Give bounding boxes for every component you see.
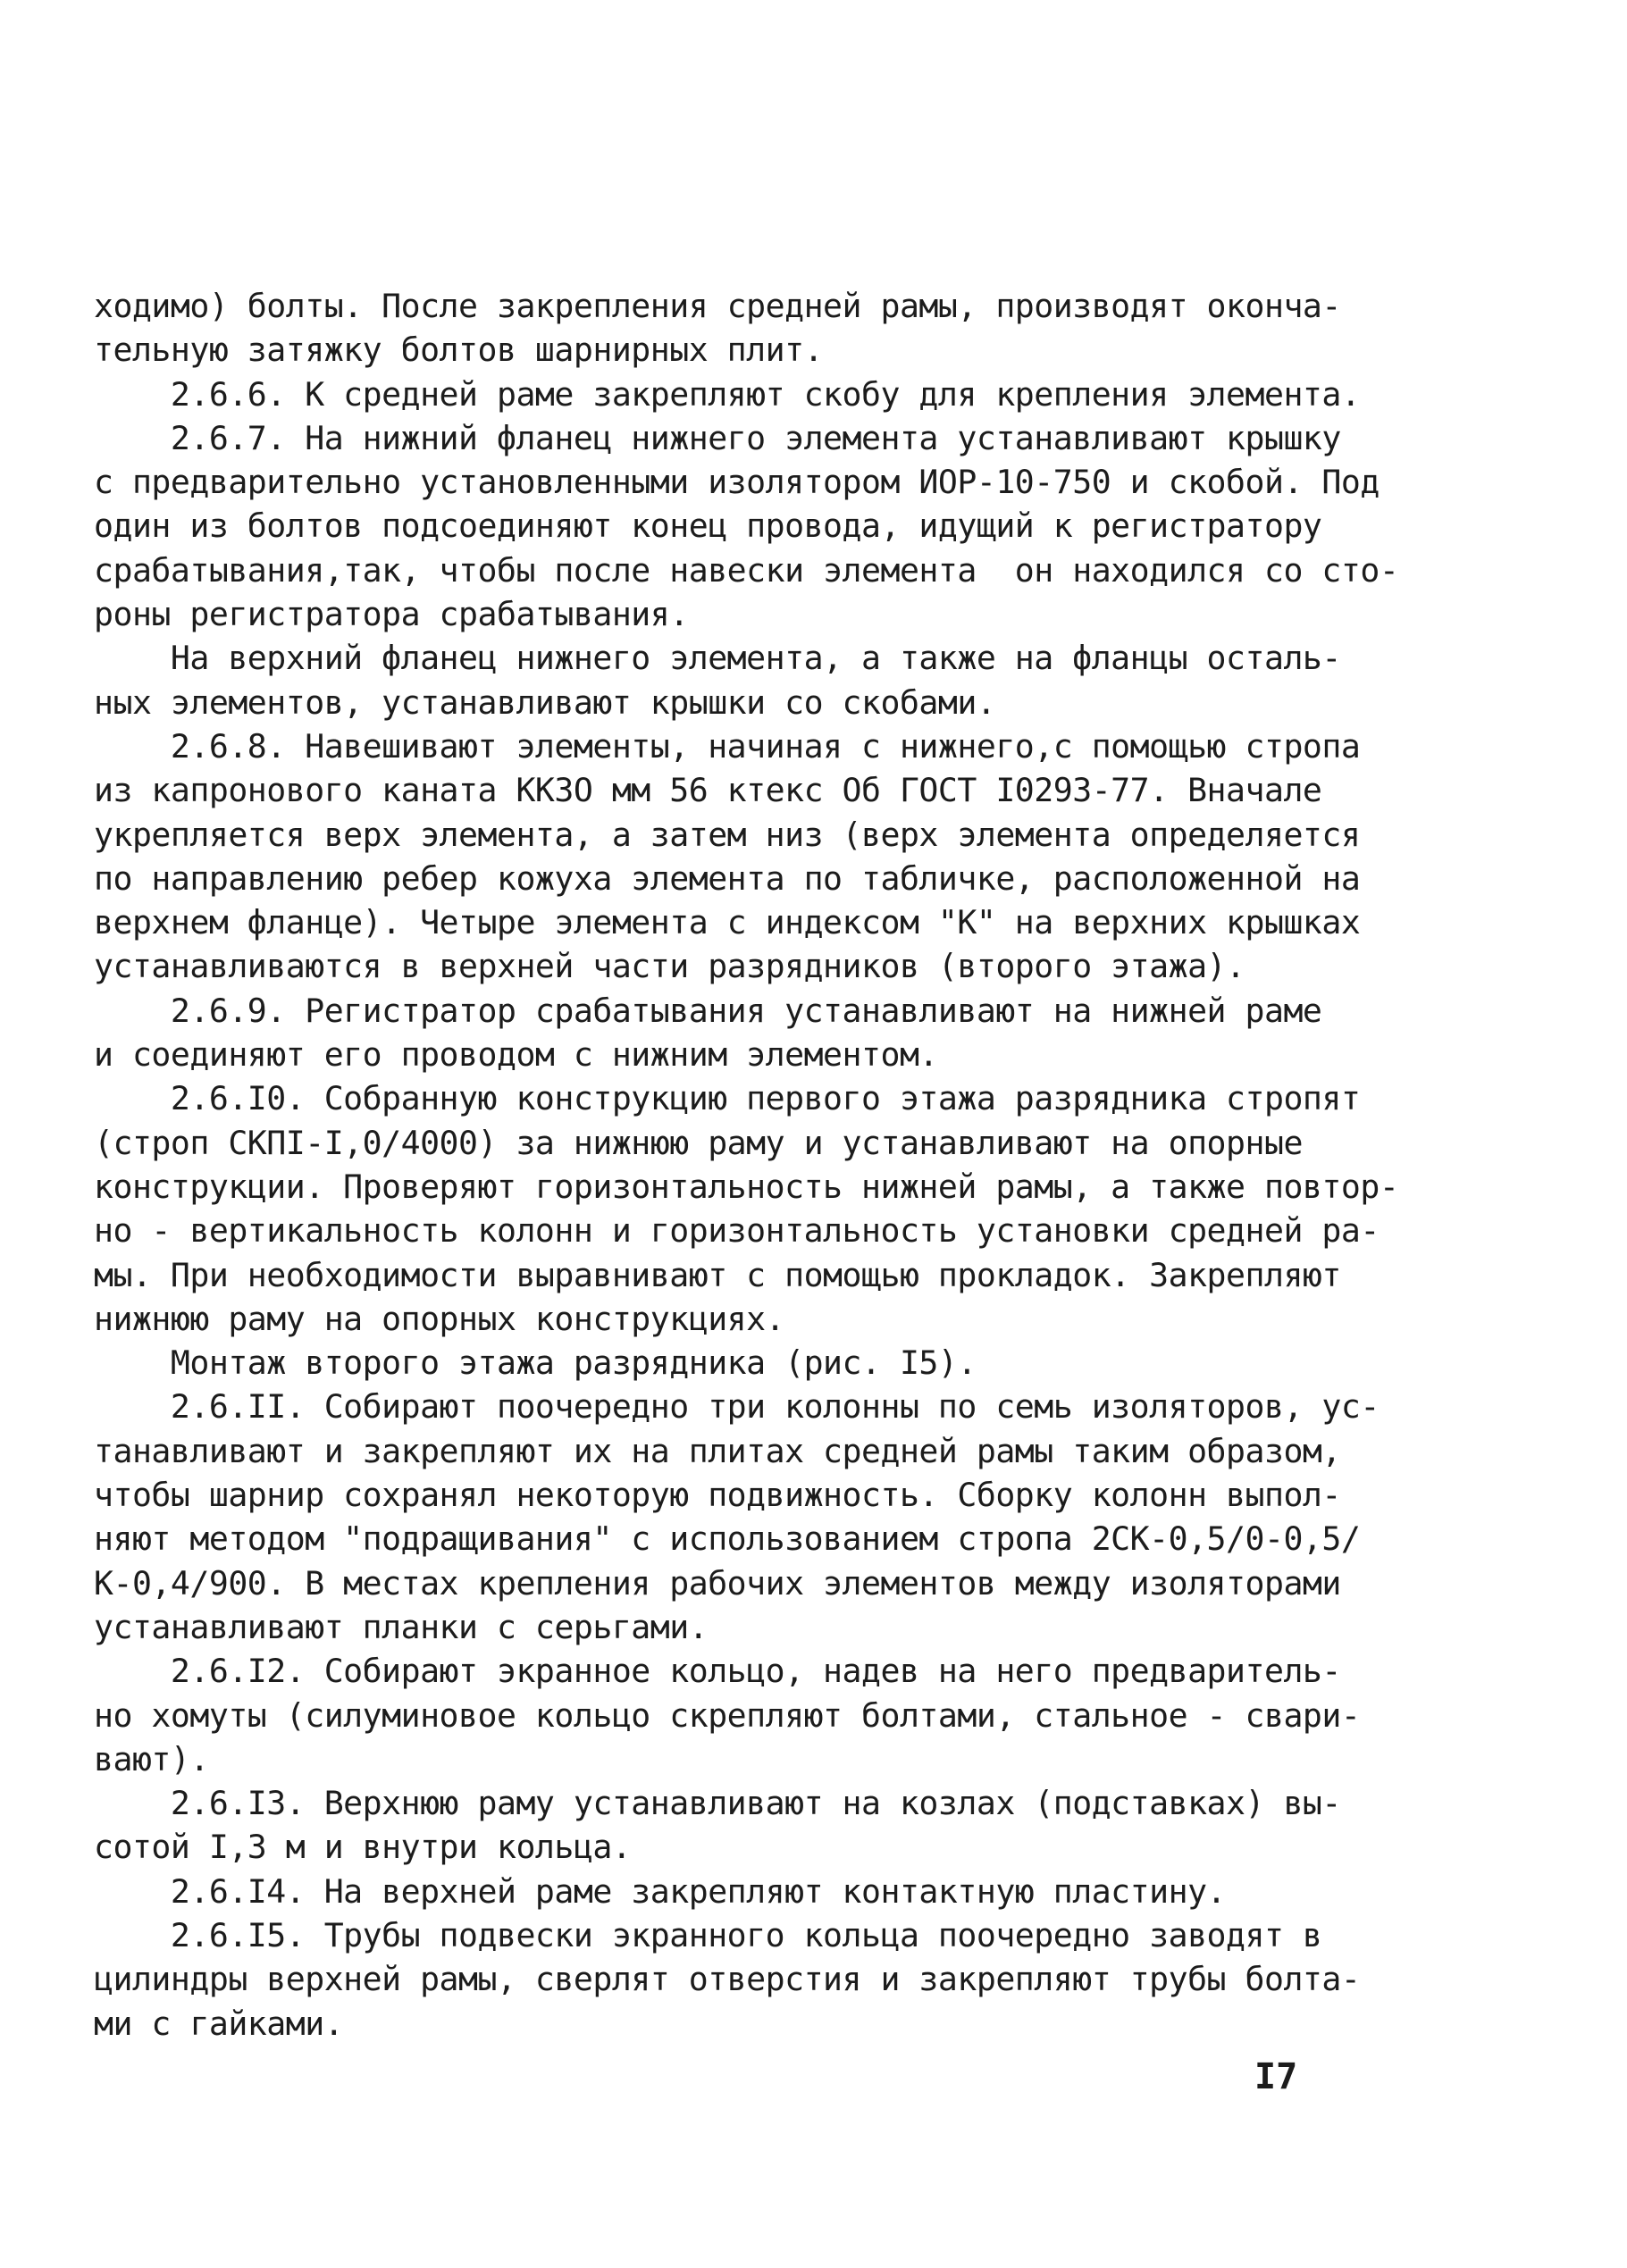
text-line: вают).	[94, 1739, 209, 1778]
text-line: сотой I,3 м и внутри кольца.	[94, 1828, 632, 1867]
text-line: из капронового каната ККЗО мм 56 ктекс Об ГОСТ I0293-77. Вначале	[94, 771, 1322, 810]
text-line: ходимо) болты. После закрепления средней рамы, производят оконча-	[94, 287, 1341, 325]
text-line: по направлению ребер кожуха элемента по табличке, расположенной на	[94, 858, 1361, 898]
text-line: На верхний фланец нижнего элемента, а также на фланцы осталь-	[94, 639, 1341, 678]
text-line: 2.6.I2. Собирают экранное кольцо, надев на него предваритель-	[94, 1652, 1341, 1691]
text-line: ми с гайками.	[94, 2004, 344, 2043]
text-line: и соединяют его проводом с нижним элементом.	[94, 1035, 938, 1075]
text-line: устанавливают планки с серьгами.	[94, 1607, 709, 1646]
page-number: I7	[1254, 2056, 1298, 2097]
text-line: роны регистратора срабатывания.	[94, 595, 689, 634]
text-line: 2.6.9. Регистратор срабатывания устанавливают на нижней раме	[94, 991, 1322, 1030]
text-line: мы. При необходимости выравнивают с помощью прокладок. Закрепляют	[94, 1255, 1341, 1294]
text-line: 2.6.I5. Трубы подвески экранного кольца поочередно заводят в	[94, 1915, 1322, 1954]
text-line: 2.6.7. На нижний фланец нижнего элемента устанавливают крышку	[94, 418, 1341, 457]
text-line: ных элементов, устанавливают крышки со скобами.	[94, 682, 996, 722]
text-line: 2.6.II. Собирают поочередно три колонны по семь изоляторов, ус-	[94, 1387, 1380, 1427]
text-line: верхнем фланце). Четыре элемента с индексом "К" на верхних крышках	[94, 903, 1361, 942]
text-line: с предварительно установленными изолятором ИОР-10-750 и скобой. Под	[94, 463, 1380, 502]
text-line: конструкции. Проверяют горизонтальность нижней рамы, а также повтор-	[94, 1167, 1399, 1206]
text-line: 2.6.6. К средней раме закрепляют скобу для крепления элемента.	[94, 374, 1361, 414]
text-line: 2.6.8. Навешивают элементы, начиная с нижнего,с помощью стропа	[94, 726, 1361, 766]
text-line: укрепляется верх элемента, а затем низ (верх элемента определяется	[94, 815, 1361, 854]
text-line: танавливают и закрепляют их на плитах средней рамы таким образом,	[94, 1431, 1341, 1470]
text-line: тельную затяжку болтов шарнирных плит.	[94, 331, 824, 370]
text-line: нижнюю раму на опорных конструкциях.	[94, 1299, 785, 1338]
text-line: срабатывания,так, чтобы после навески элемента он находился со сто-	[94, 550, 1399, 590]
text-line: чтобы шарнир сохранял некоторую подвижность. Сборку колонн выпол-	[94, 1476, 1341, 1515]
text-line: 2.6.I0. Собранную конструкцию первого этажа разрядника стропят	[94, 1079, 1361, 1118]
text-line: К-0,4/900. В местах крепления рабочих элементов между изоляторами	[94, 1563, 1341, 1603]
text-line: но хомуты (силуминовое кольцо скрепляют болтами, стальное - свари-	[94, 1695, 1361, 1735]
text-line: один из болтов подсоединяют конец провода, идущий к регистратору	[94, 506, 1322, 546]
text-line: няют методом "подращивания" с использованием стропа 2СК-0,5/0-0,5/	[94, 1519, 1361, 1559]
text-line: устанавливаются в верхней части разрядников (второго этажа).	[94, 947, 1245, 986]
text-line: 2.6.I3. Верхнюю раму устанавливают на козлах (подставках) вы-	[94, 1784, 1341, 1823]
body-text	[94, 284, 1399, 2046]
text-line: 2.6.I4. На верхней раме закрепляют контактную пластину.	[94, 1871, 1227, 1911]
text-line: но - вертикальность колонн и горизонтальность установки средней ра-	[94, 1211, 1380, 1251]
text-line: цилиндры верхней рамы, сверлят отверстия и закрепляют трубы болта-	[94, 1960, 1361, 1999]
text-line: Монтаж второго этажа разрядника (рис. I5).	[94, 1343, 977, 1383]
text-line: (строп СКПI-I,0/4000) за нижнюю раму и устанавливают на опорные	[94, 1123, 1303, 1162]
